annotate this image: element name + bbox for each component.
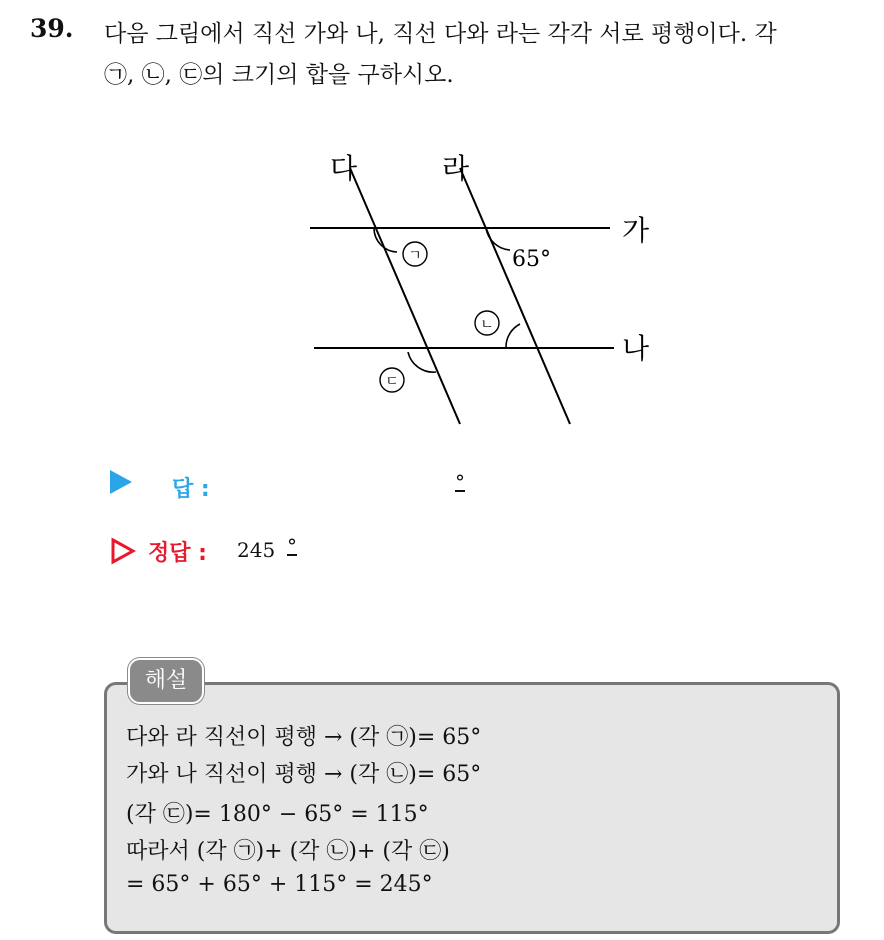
correct-answer-label: 정답 : (148, 541, 207, 566)
correct-arrow-icon (110, 537, 136, 565)
explanation-line-4: 따라서 (각 ㉠)+ (각 ㉡)+ (각 ㉢) (126, 839, 450, 864)
answer-label: 답 : (172, 477, 210, 502)
explanation-line-5: = 65° + 65° + 115° = 245° (126, 872, 433, 897)
explanation-line-1: 다와 라 직선이 평행 → (각 ㉠)= 65° (126, 725, 482, 750)
answer-arrow-icon (110, 470, 132, 494)
angle-arc-2 (506, 324, 520, 348)
line-da (350, 168, 460, 424)
answer-unit: ° (455, 470, 465, 494)
question-text-line-2: ㉠, ㉡, ㉢의 크기의 합을 구하시오. (104, 62, 454, 88)
explanation-line-3: (각 ㉢)= 180° − 65° = 115° (126, 802, 429, 827)
explanation-tab: 해설 (128, 658, 204, 704)
mark-1-label: ㄱ (408, 248, 422, 264)
angle-arc-65 (486, 228, 510, 250)
correct-answer-unit: ° (287, 534, 297, 558)
question-text-line-1: 다음 그림에서 직선 가와 나, 직선 다와 라는 각각 서로 평행이다. 각 (104, 21, 777, 47)
mark-2-label: ㄴ (480, 317, 494, 333)
question-number: 39. (30, 14, 74, 43)
label-ra: 라 (442, 152, 470, 185)
angle-65-label: 65° (512, 247, 551, 272)
correct-answer-value: 245 (237, 538, 276, 562)
angle-arc-3 (408, 352, 436, 372)
label-da: 다 (330, 152, 358, 185)
explanation-line-2: 가와 나 직선이 평행 → (각 ㉡)= 65° (126, 762, 482, 787)
label-na: 나 (622, 332, 650, 365)
line-ra (460, 168, 570, 424)
mark-3-label: ㄷ (385, 374, 399, 390)
label-ga: 가 (622, 214, 650, 247)
answer-row (110, 470, 132, 494)
parallel-lines-figure (300, 140, 680, 440)
